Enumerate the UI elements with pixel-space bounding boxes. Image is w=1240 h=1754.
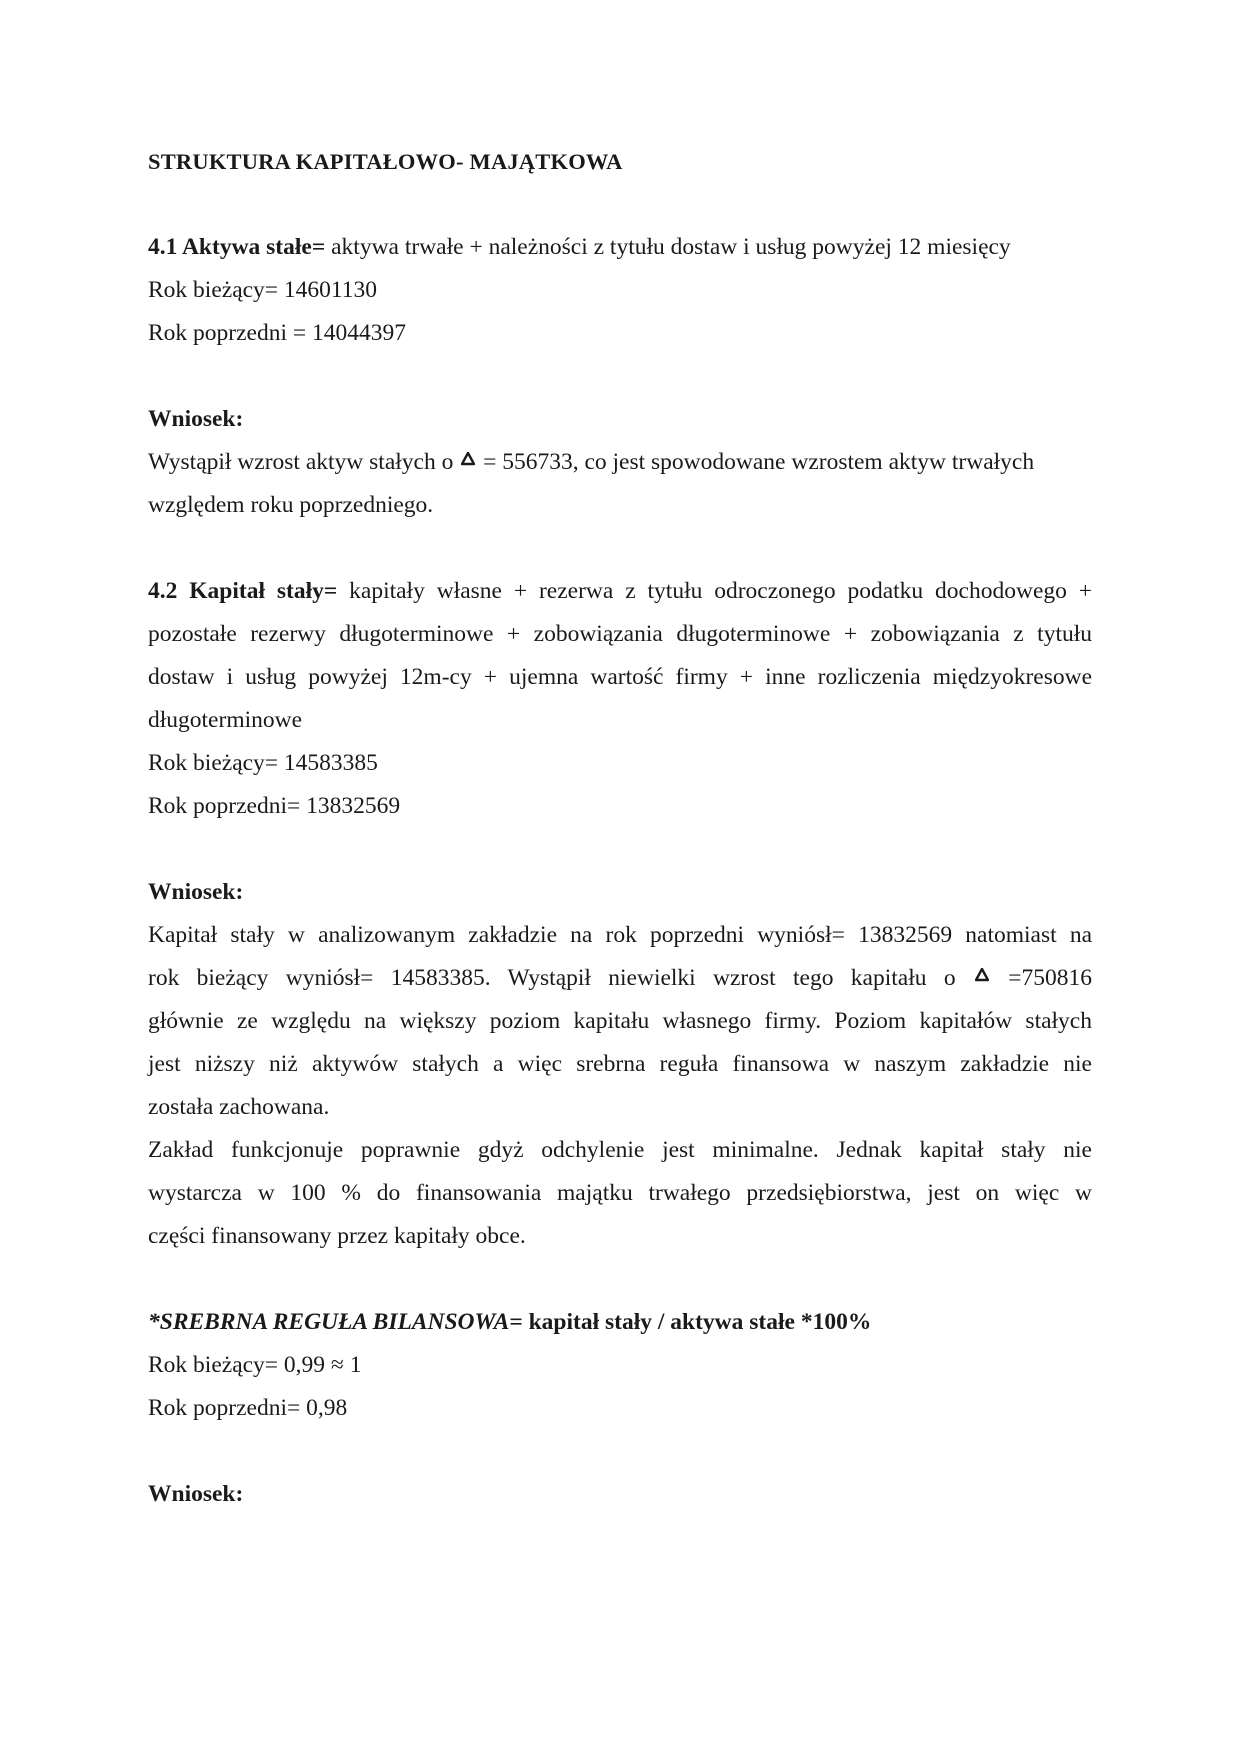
section-4-1-previous-year: Rok poprzedni = 14044397: [148, 320, 407, 346]
document-page: [148, 140, 1092, 1516]
section-4-2-label: 4.2 Kapitał stały=: [148, 578, 338, 604]
document-title: STRUKTURA KAPITAŁOWO- MAJĄTKOWA: [148, 149, 623, 174]
section-4-2-current-year: Rok bieżący= 14583385: [148, 750, 378, 776]
section-4-2-formula-line-4: długoterminowe: [148, 707, 303, 733]
section-4-2-conclusion-line-5: została zachowana.: [148, 1094, 330, 1120]
section-4-2-conclusion-label: Wniosek:: [148, 879, 244, 905]
section-4-2-formula-line-3: dostaw i usług powyżej 12m-cy + ujemna wartość firmy + inne rozliczenia międzyokresowe: [148, 664, 1092, 690]
silver-rule-heading: [148, 1301, 1092, 1344]
section-4-1-label: 4.1 Aktywa stałe=: [148, 234, 326, 260]
delta-icon: [461, 452, 475, 466]
section-4-2-conclusion-line-3: głównie ze względu na większy poziom kapitału własnego firmy. Poziom kapitałów stałych: [148, 1008, 1092, 1034]
section-4-2-formula-line-2: pozostałe rezerwy długoterminowe + zobowiązania długoterminowe + zobowiązania z tytułu: [148, 621, 1092, 647]
section-4-1-heading: [148, 226, 1092, 269]
section-4-2-conclusion-line-7: wystarcza w 100 % do finansowania majątku trwałego przedsiębiorstwa, jest on więc w: [148, 1180, 1092, 1206]
silver-rule-current-year: Rok bieżący= 0,99 ≈ 1: [148, 1352, 362, 1378]
silver-rule-previous-year: Rok poprzedni= 0,98: [148, 1395, 348, 1421]
delta-icon: [975, 968, 989, 982]
section-4-2-conclusion-line-8: części finansowany przez kapitały obce.: [148, 1223, 526, 1249]
silver-rule-label: *SREBRNA REGUŁA BILANSOWA: [148, 1309, 510, 1335]
section-4-1-conclusion-label: Wniosek:: [148, 406, 244, 432]
section-4-2-conclusion-line-4: jest niższy niż aktywów stałych a więc srebrna reguła finansowa w naszym zakładzie nie: [148, 1051, 1092, 1077]
section-4-2-conclusion-line-6: Zakład funkcjonuje poprawnie gdyż odchylenie jest minimalne. Jednak kapitał stały nie: [148, 1137, 1092, 1163]
silver-rule-conclusion-label: Wniosek:: [148, 1481, 244, 1507]
section-4-1-conclusion-line-1: Wystąpił wzrost aktyw stałych o = 556733, co jest spowodowane wzrostem aktyw trwałych: [148, 449, 1035, 475]
section-4-1-formula: aktywa trwałe + należności z tytułu dostaw i usług powyżej 12 miesięcy: [325, 234, 1011, 260]
section-4-1-conclusion-line-2: względem roku poprzedniego.: [148, 492, 434, 518]
section-4-2-formula-line-1: kapitały własne + rezerwa z tytułu odroczonego podatku dochodowego +: [337, 578, 1093, 604]
section-4-2-previous-year: Rok poprzedni= 13832569: [148, 793, 401, 819]
silver-rule-formula: = kapitał stały / aktywa stałe *100%: [509, 1309, 872, 1335]
section-4-2-conclusion-line-2: rok bieżący wyniósł= 14583385. Wystąpił niewielki wzrost tego kapitału o =750816: [148, 965, 1092, 991]
section-4-1-current-year: Rok bieżący= 14601130: [148, 277, 378, 303]
section-4-2-heading: [148, 570, 1092, 613]
section-4-2-conclusion-line-1: Kapitał stały w analizowanym zakładzie na rok poprzedni wyniósł= 13832569 natomiast na: [148, 922, 1092, 948]
